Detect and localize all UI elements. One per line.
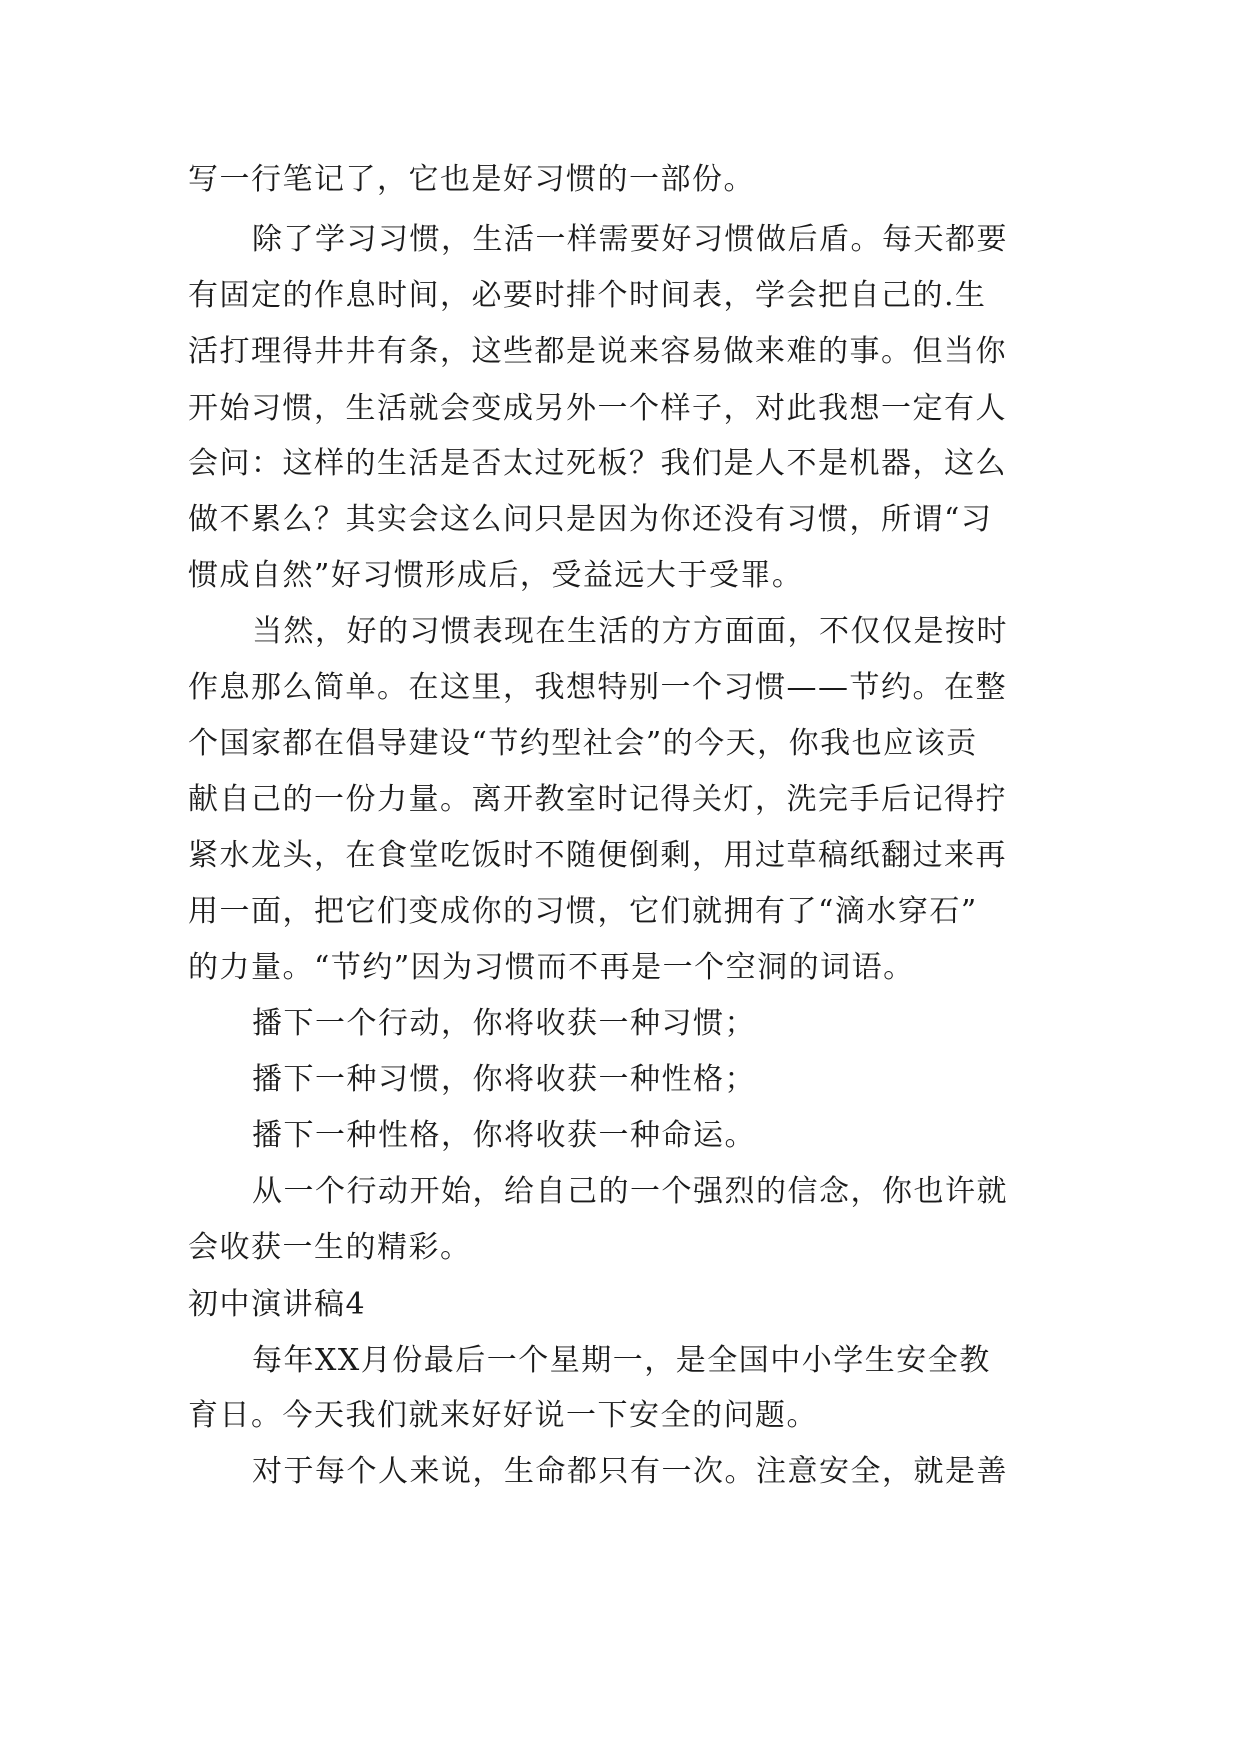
paragraph-first-line: 除了学习习惯，生活一样需要好习惯做后盾。每天都要 (252, 222, 1008, 257)
verse-line: 播下一个行动，你将收获一种习惯； (252, 1006, 756, 1041)
paragraph-first-line: 每年XX月份最后一个星期一，是全国中小学生安全教 (252, 1343, 991, 1378)
body-text-line: 个国家都在倡导建设“节约型社会”的今天，你我也应该贡 (188, 726, 978, 761)
paragraph-first-line: 对于每个人来说，生命都只有一次。注意安全，就是善 (252, 1454, 1008, 1489)
paragraph-first-line: 当然，好的习惯表现在生活的方方面面，不仅仅是按时 (252, 614, 1008, 649)
verse-line: 播下一种性格，你将收获一种命运。 (252, 1118, 756, 1153)
body-text-line: 做不累么？其实会这么问只是因为你还没有习惯，所谓“习 (188, 502, 993, 537)
body-text-line: 作息那么简单。在这里，我想特别一个习惯——节约。在整 (188, 670, 1007, 705)
paragraph-first-line: 从一个行动开始，给自己的一个强烈的信念，你也许就 (252, 1174, 1008, 1209)
body-text-line: 会收获一生的精彩。 (188, 1230, 472, 1265)
body-text-line: 惯成自然”好习惯形成后，受益远大于受罪。 (188, 558, 804, 593)
body-text-line: 育日。今天我们就来好好说一下安全的问题。 (188, 1398, 818, 1433)
body-text-line: 有固定的作息时间，必要时排个时间表，学会把自己的.生 (188, 278, 987, 313)
body-text-line: 用一面，把它们变成你的习惯，它们就拥有了“滴水穿石” (188, 894, 978, 929)
body-text-line: 献自己的一份力量。离开教室时记得关灯，洗完手后记得拧 (188, 782, 1007, 817)
body-text-line: 开始习惯，生活就会变成另外一个样子，对此我想一定有人 (188, 391, 1007, 426)
body-text-line: 活打理得井井有条，这些都是说来容易做来难的事。但当你 (188, 334, 1007, 369)
body-text-line: 写一行笔记了，它也是好习惯的一部份。 (188, 162, 755, 197)
verse-line: 播下一种习惯，你将收获一种性格； (252, 1062, 756, 1097)
body-text-line: 会问：这样的生活是否太过死板？我们是人不是机器，这么 (188, 446, 1007, 481)
body-text-line: 的力量。“节约”因为习惯而不再是一个空洞的词语。 (188, 950, 915, 985)
section-heading: 初中演讲稿4 (188, 1287, 367, 1322)
body-text-line: 紧水龙头，在食堂吃饭时不随便倒剩，用过草稿纸翻过来再 (188, 838, 1007, 873)
